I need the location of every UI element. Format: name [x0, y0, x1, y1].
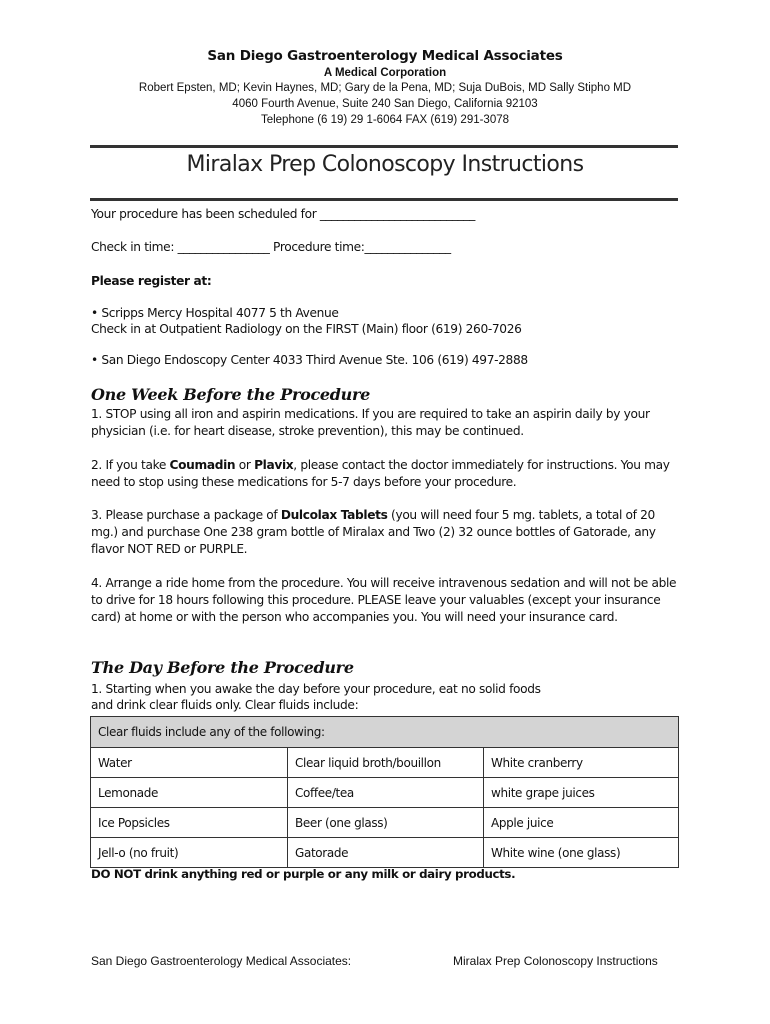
table-cell: Coffee/tea	[288, 778, 484, 808]
week-before-item-2	[91, 457, 681, 491]
dairy-warning: DO NOT drink anything red or purple or any milk or dairy products.	[91, 867, 516, 881]
document-title: Miralax Prep Colonoscopy Instructions	[186, 152, 584, 177]
location-endoscopy-center: • San Diego Endoscopy Center 4033 Third Avenue Ste. 106 (619) 497-2888	[91, 353, 528, 367]
table-cell: Apple juice	[484, 808, 679, 838]
corporation-label: A Medical Corporation	[323, 67, 447, 79]
table-cell: Beer (one glass)	[288, 808, 484, 838]
table-cell: White wine (one glass)	[484, 838, 679, 868]
item-3-text: (you will need four 5 mg. tablets, a total of 20 mg.) and purchase One 238 gram bottle of Miralax and Two (2) 32 ounce bottles of Gatorade, any flavor NOT RED or PURPLE.	[91, 508, 656, 556]
table-row	[91, 748, 679, 778]
table-header: Clear fluids include any of the following:	[91, 717, 679, 748]
item-2-text: or	[235, 458, 255, 472]
footer-right: Miralax Prep Colonoscopy Instructions	[453, 954, 658, 968]
table-cell: Jell-o (no fruit)	[91, 838, 288, 868]
location-scripps: • Scripps Mercy Hospital 4077 5 th Avenue	[91, 306, 339, 320]
week-before-item-4: 4. Arrange a ride home from the procedure. You will receive intravenous sedation and will not be able to drive for 18 hours following this procedure. PLEASE leave your valuables (except your insurance card) at home or with the person who accompanies you. You will need your insurance card.	[91, 576, 677, 624]
day-before-heading: The Day Before the Procedure	[91, 658, 354, 677]
table-row	[91, 808, 679, 838]
week-before-item-1: 1. STOP using all iron and aspirin medications. If you are required to take an aspirin daily by your physician (i.e. for heart disease, stroke prevention), this may be continued.	[91, 407, 650, 438]
table-cell: white grape juices	[484, 778, 679, 808]
check-in-times-line: Check in time: ________________ Procedure time:_______________	[91, 240, 451, 254]
coumadin-label: Coumadin	[169, 458, 236, 472]
doctor-list: Robert Epsten, MD; Kevin Haynes, MD; Gary de la Pena, MD; Suja DuBois, MD Sally Stipho MD	[138, 82, 632, 94]
plavix-label: Plavix	[254, 458, 294, 472]
table-cell: Clear liquid broth/bouillon	[288, 748, 484, 778]
table-row	[91, 778, 679, 808]
clear-fluids-table	[90, 716, 679, 868]
organization-name: San Diego Gastroenterology Medical Associates	[207, 48, 563, 64]
table-cell: White cranberry	[484, 748, 679, 778]
register-heading: Please register at:	[91, 274, 212, 288]
table-cell: Water	[91, 748, 288, 778]
item-3-text: 3. Please purchase a package of	[91, 508, 281, 522]
week-before-item-3	[91, 507, 681, 558]
table-cell: Ice Popsicles	[91, 808, 288, 838]
phone-fax: Telephone (6 19) 29 1-6064 FAX (619) 291-3078	[260, 114, 510, 126]
week-before-heading: One Week Before the Procedure	[91, 385, 370, 404]
title-rule-bottom	[90, 198, 678, 201]
footer-left: San Diego Gastroenterology Medical Associates:	[91, 954, 352, 968]
dulcolax-label: Dulcolax Tablets	[280, 508, 388, 522]
day-before-item-1-line-2: and drink clear fluids only. Clear fluids include:	[91, 698, 359, 712]
item-2-text: 2. If you take	[91, 458, 170, 472]
table-header-row	[91, 717, 679, 748]
day-before-item-1-line-1: 1. Starting when you awake the day before your procedure, eat no solid foods	[91, 682, 541, 696]
table-row	[91, 838, 679, 868]
title-rule-top	[90, 145, 678, 148]
table-cell: Gatorade	[288, 838, 484, 868]
address: 4060 Fourth Avenue, Suite 240 San Diego, California 92103	[232, 98, 538, 110]
procedure-scheduled-line: Your procedure has been scheduled for ___________________________	[91, 207, 475, 221]
table-cell: Lemonade	[91, 778, 288, 808]
item-2-text: , please contact the doctor immediately for instructions. You may need to stop using these medications for 5-7 days before your procedure.	[91, 458, 670, 489]
letterhead	[0, 46, 770, 128]
location-scripps-checkin: Check in at Outpatient Radiology on the FIRST (Main) floor (619) 260-7026	[91, 322, 522, 336]
